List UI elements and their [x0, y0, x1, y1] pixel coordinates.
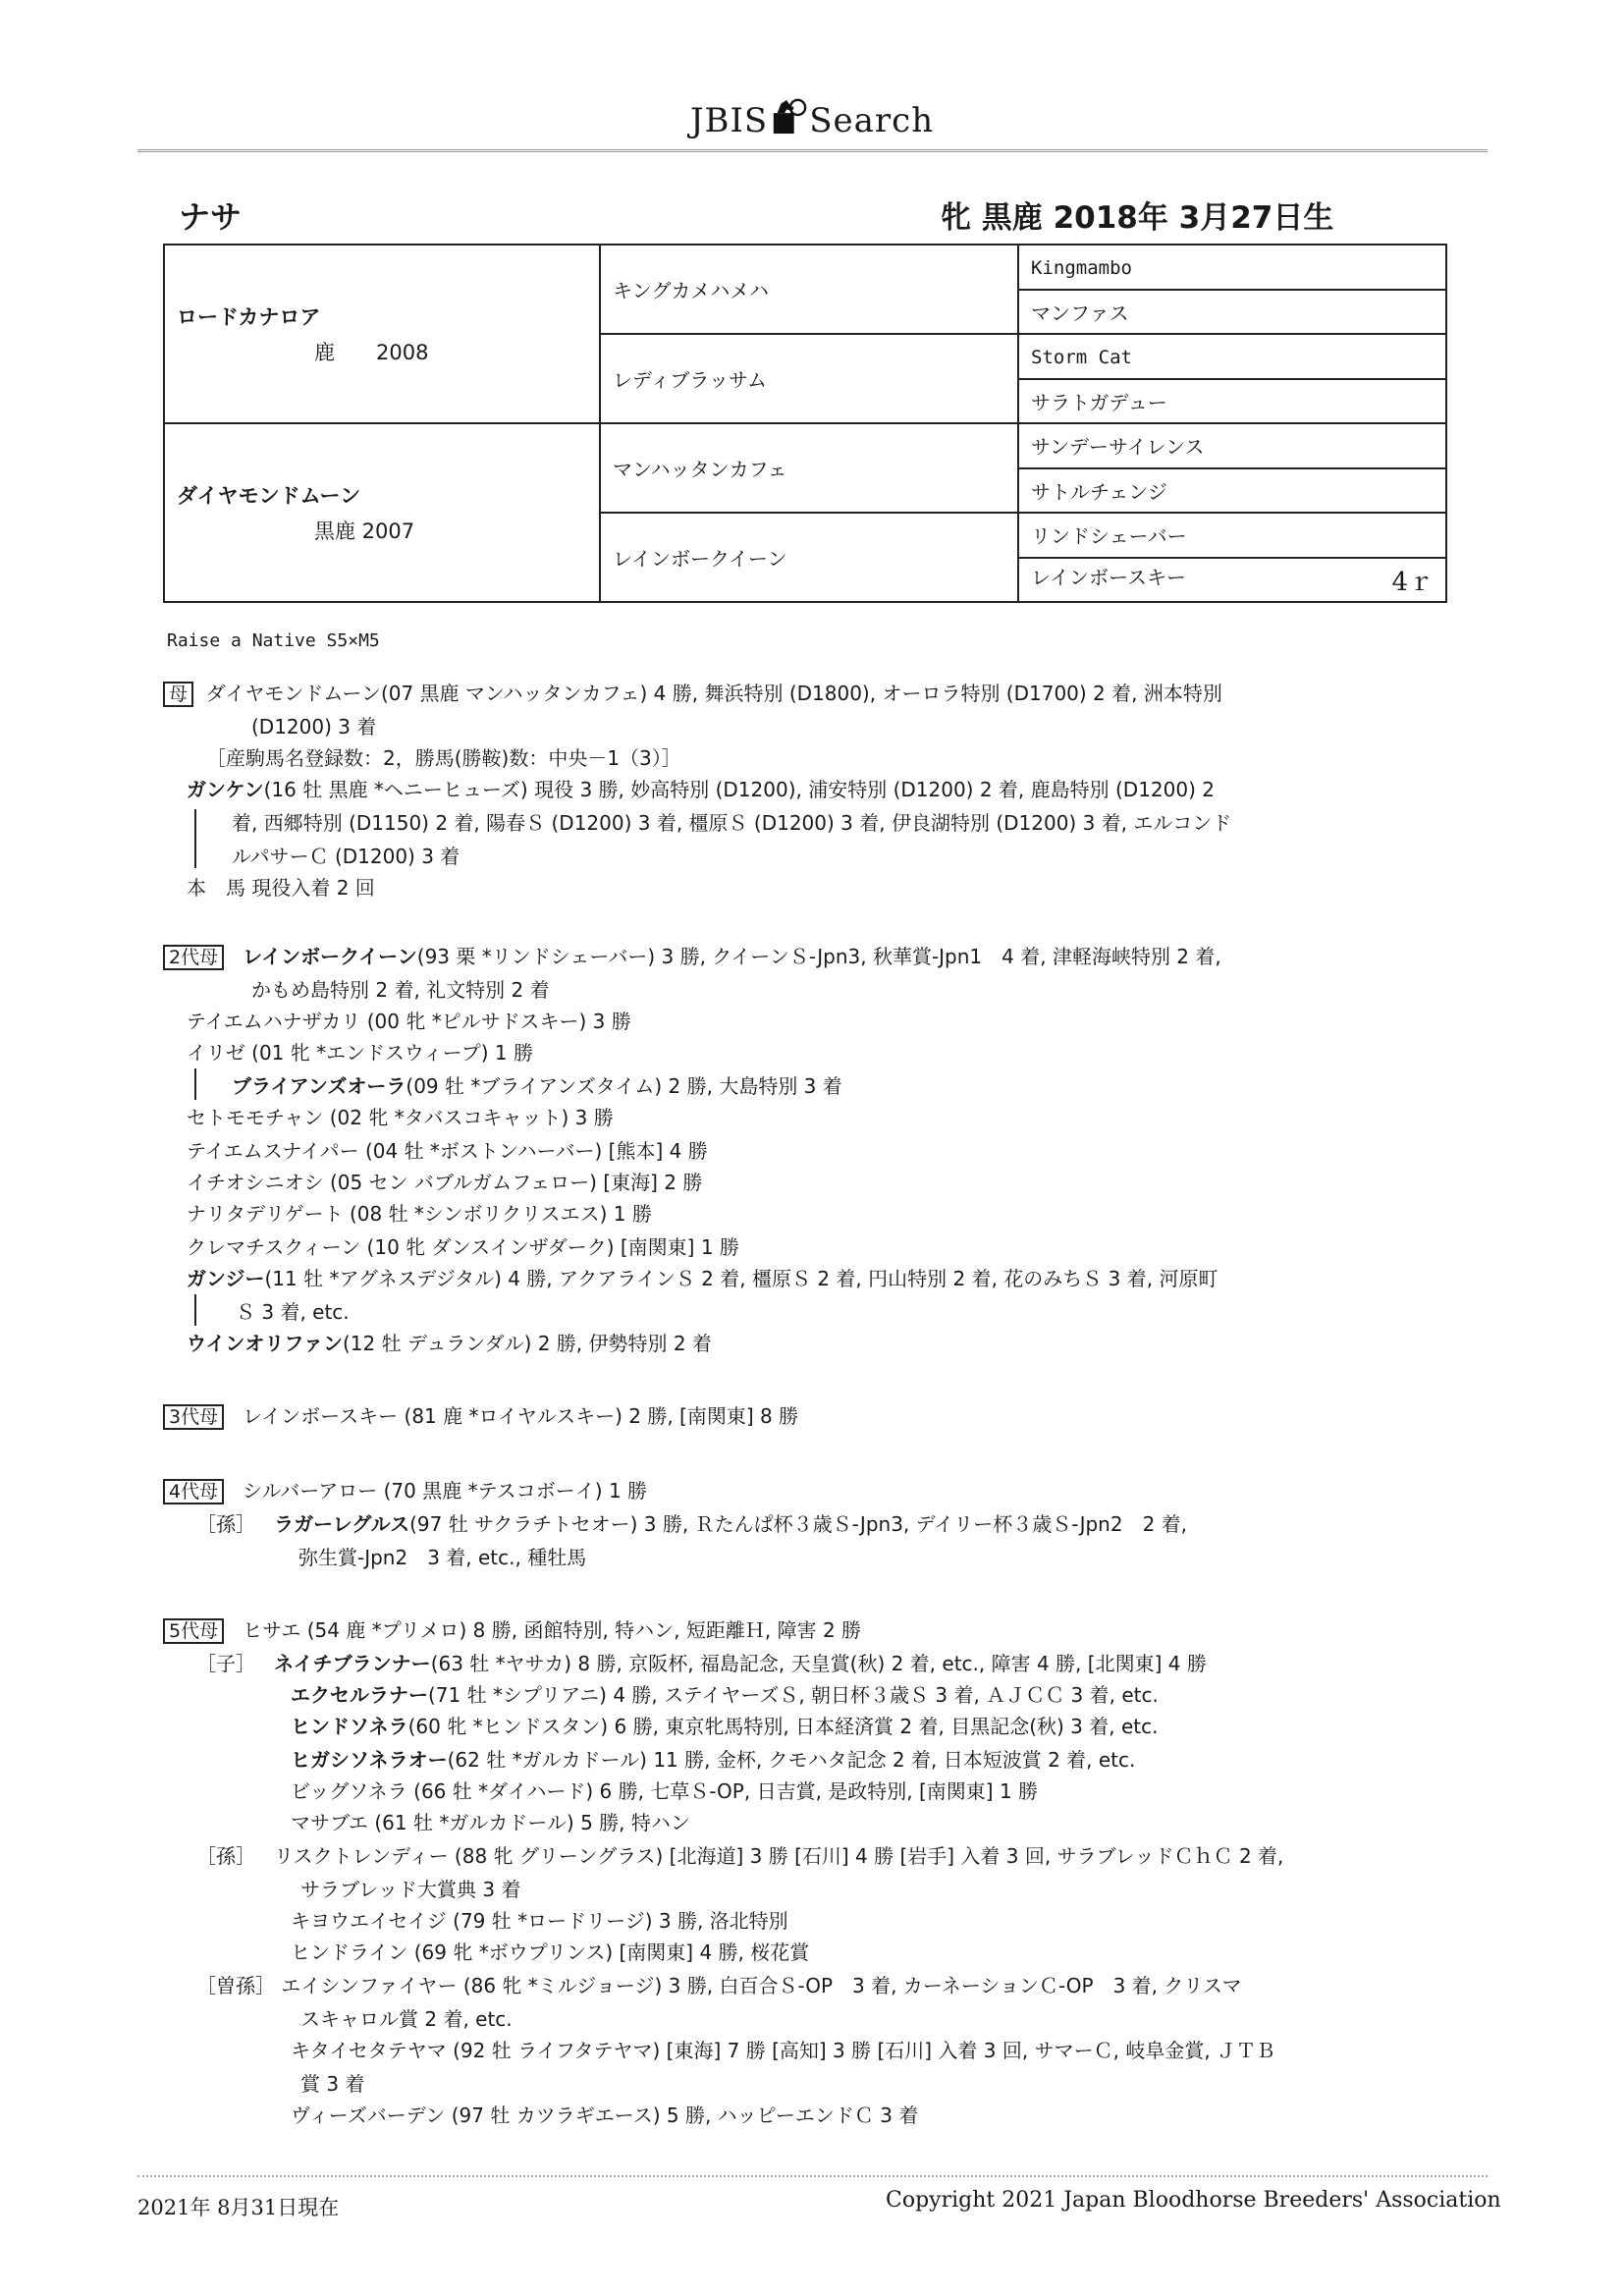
g5-c2-rest: (71 牡 *シプリアニ) 4 勝, ステイヤーズＳ, 朝日杯３歳Ｓ 3 着, ＡＪＣＣ 3 着, etc. [428, 1683, 1159, 1707]
horse-sex-color-birthdate: 牝 黒鹿 2018年 3月27日生 [941, 200, 1334, 236]
g5-g1: リスクトレンディー (88 牝 グリーングラス) [北海道] 3 勝 [石川] 4 勝 [岩手] 入着 3 回, サラブレッドＣｈＣ 2 着, [274, 1844, 1284, 1868]
copyright-notice: Copyright 2021 Japan Bloodhorse Breeders' Association [886, 2188, 1501, 2213]
g3-6: サトルチェンジ [1018, 468, 1446, 514]
dam-p1-name: ガンケン [187, 778, 264, 801]
g5-child-label: ［子］ [196, 1652, 255, 1675]
dam-line1-rest: (07 黒鹿 マンハッタンカフェ) 4 勝, 舞浜特別 (D1800), オーロラ特別 (D1700) 2 着, 洲本特別 [380, 682, 1222, 705]
g2-label: 2代母 [163, 945, 224, 970]
g3-2: マンファス [1018, 290, 1446, 335]
g2-p2a-name: ブライアンズオーラ [232, 1074, 406, 1098]
g3-5: サンデーサイレンス [1018, 423, 1446, 468]
granddam-1: レディブラッサム [600, 334, 1018, 423]
g4-g1-name: ラガーレグルス [274, 1512, 410, 1536]
sire-name: ロードカナロア [177, 305, 321, 329]
tree-bar [194, 1068, 196, 1100]
g5-child-6: マサブエ (61 牡 *ガルカドール) 5 勝, 特ハン [291, 1811, 690, 1834]
jbis-search-logo [0, 96, 1624, 140]
dam-label: 母 [163, 682, 193, 707]
g2-line1-rest: (93 栗 *リンドシェーバー) 3 勝, クイーンＳ-Jpn3, 秋華賞-Jpn1 4 着, 津軽海峡特別 2 着, [416, 945, 1221, 968]
g3-8 [1018, 558, 1446, 603]
g5-child-4 [291, 1748, 1135, 1772]
g2-progeny-8 [187, 1267, 1218, 1290]
logo-text-right: Search [809, 101, 935, 140]
g2-progeny-2: イリゼ (01 牝 *エンドスウィープ) 1 勝 [187, 1041, 533, 1065]
g4-grandchild-1-line-2: 弥生賞-Jpn2 3 着, etc., 種牡馬 [298, 1546, 587, 1569]
g5-child-3 [291, 1715, 1158, 1738]
sire-detail: 鹿 2008 [314, 341, 429, 364]
g5-grand-label: ［孫］ [196, 1844, 255, 1868]
dam-name: ダイヤモンドムーン [177, 484, 361, 508]
tree-bar [194, 809, 196, 868]
header-rule [137, 149, 1488, 152]
g5-c2-name: エクセルラナー [291, 1683, 428, 1707]
g5-child-2 [291, 1683, 1159, 1707]
g3-3: Storm Cat [1018, 334, 1446, 379]
grandsire-1: キングカメハメハ [600, 245, 1018, 334]
dam-progeny-1-line-3: ルパサーＣ (D1200) 3 着 [232, 845, 460, 868]
g2-p9-name: ウインオリファン [187, 1332, 343, 1355]
g3-8-name: レインボースキー [1031, 565, 1186, 589]
footer-rule [137, 2175, 1488, 2177]
g4-label: 4代母 [163, 1479, 224, 1504]
g2-progeny-8-line-2: Ｓ 3 着, etc. [236, 1300, 350, 1324]
g2-progeny-6: ナリタデリゲート (08 牡 *シンボリクリスエス) 1 勝 [187, 1202, 652, 1226]
g5-gg1: エイシンファイヤー (86 牝 *ミルジョージ) 3 勝, 白百合Ｓ-OP 3 着, カーネーションＣ-OP 3 着, クリスマ [281, 1974, 1242, 1997]
g5-child-5: ビッグソネラ (66 牡 *ダイハード) 6 勝, 七草Ｓ-OP, 日吉賞, 是政特別, [南関東] 1 勝 [291, 1779, 1039, 1803]
horse-magnifier-icon [770, 96, 807, 136]
g3-label: 3代母 [163, 1404, 224, 1430]
g4-grand-label: ［孫］ [196, 1512, 255, 1536]
g2-progeny-1: テイエムハナザカリ (00 牝 *ピルサドスキー) 3 勝 [187, 1010, 631, 1033]
g5-line: ヒサエ (54 鹿 *プリメロ) 8 勝, 函館特別, 特ハン, 短距離Ｈ, 障害 2 勝 [243, 1618, 862, 1642]
grandsire-2: マンハッタンカフェ [600, 423, 1018, 513]
g5-great-grandchild-2-line-2: 賞 3 着 [300, 2072, 365, 2096]
dam-line1-name: ダイヤモンドムーン [205, 682, 381, 705]
g5-grandchild-2: キヨウエイセイジ (79 牡 *ロードリージ) 3 勝, 洛北特別 [291, 1909, 788, 1933]
g4-g1-rest: (97 牡 サクラチトセオー) 3 勝, Ｒたんぱ杯３歳Ｓ-Jpn3, デイリー杯３歳Ｓ-Jpn2 2 着, [409, 1512, 1188, 1536]
g3-7: リンドシェーバー [1018, 513, 1446, 558]
as-of-date: 2021年 8月31日現在 [137, 2196, 340, 2219]
pedigree-table [163, 244, 1447, 603]
g5-grandchild-3: ヒンドライン (69 牝 *ボウプリンス) [南関東] 4 勝, 桜花賞 [291, 1941, 810, 1964]
g4-grandchild-1 [196, 1512, 1187, 1536]
g5-great-grandchild-2: キタイセタテヤマ (92 牡 ライフタテヤマ) [東海] 7 勝 [高知] 3 勝 [石川] 入着 3 回, サマーＣ, 岐阜金賞, ＪＴＢ [291, 2039, 1276, 2062]
dam-progeny-2: 本 馬 現役入着 2 回 [187, 876, 375, 900]
g5-great-grandchild-3: ヴィーズバーデン (97 牡 カツラギエース) 5 勝, ハッピーエンドＣ 3 着 [291, 2104, 919, 2127]
g5-label: 5代母 [163, 1618, 224, 1644]
logo-text-left: JBIS [689, 101, 769, 140]
g5-great-grandchild-1 [196, 1974, 1242, 1997]
g3-1: Kingmambo [1018, 245, 1446, 290]
g2-section-line-2: かもめ島特別 2 着, 礼文特別 2 着 [251, 978, 550, 1002]
g5-great-label: ［曽孫］ [196, 1974, 275, 1997]
family-number: 4ｒ [1391, 567, 1434, 597]
g2-progeny-4: テイエムスナイパー (04 牡 *ボストンハーバー) [熊本] 4 勝 [187, 1139, 708, 1163]
g3-4: サラトガデュー [1018, 379, 1446, 424]
horse-name: ナサ [179, 198, 243, 236]
g5-section-line [163, 1618, 861, 1644]
dam-progeny-1-line-2: 着, 西郷特別 (D1150) 2 着, 陽春Ｓ (D1200) 3 着, 橿原Ｓ (D1200) 3 着, 伊良湖特別 (D1200) 3 着, エルコンド [232, 811, 1232, 835]
g4-section-line [163, 1479, 647, 1504]
g4-line: シルバーアロー (70 黒鹿 *テスコボーイ) 1 勝 [243, 1479, 648, 1503]
g5-c4-rest: (62 牡 *ガルカドール) 11 勝, 金杯, クモハタ記念 2 着, 日本短波賞 2 着, etc. [447, 1748, 1136, 1772]
g5-c1-rest: (63 牡 *ヤサカ) 8 勝, 京阪杯, 福島記念, 天皇賞(秋) 2 着, etc., 障害 4 勝, [北関東] 4 勝 [430, 1652, 1207, 1675]
dam-section-line-1 [163, 682, 1222, 707]
dam-progeny-summary: ［産駒馬名登録数：2，勝馬(勝鞍)数：中央－1（3）］ [206, 746, 681, 770]
g2-line1-name: レインボークイーン [243, 945, 417, 968]
dam-cell [164, 423, 600, 602]
g3-section-line [163, 1404, 798, 1430]
g2-progeny-7: クレマチスクィーン (10 牝 ダンスインザダーク) [南関東] 1 勝 [187, 1235, 739, 1259]
granddam-2: レインボークイーン [600, 513, 1018, 602]
dam-section-line-2: (D1200) 3 着 [251, 715, 377, 738]
g5-grandchild-1-line-2: サラブレッド大賞典 3 着 [300, 1878, 521, 1901]
g2-progeny-2a [232, 1074, 842, 1098]
dam-p1-rest: (16 牡 黒鹿 *ヘニーヒューズ) 現役 3 勝, 妙高特別 (D1200), 浦安特別 (D1200) 2 着, 鹿島特別 (D1200) 2 [263, 778, 1215, 801]
g2-progeny-3: セトモモチャン (02 牝 *タバスコキャット) 3 勝 [187, 1106, 614, 1129]
dam-detail: 黒鹿 2007 [314, 519, 415, 543]
g5-grandchild-1 [196, 1844, 1283, 1868]
g2-progeny-9 [187, 1332, 712, 1355]
dam-progeny-1 [187, 778, 1215, 801]
g2-section-line-1 [163, 945, 1221, 970]
g2-p8-rest: (11 牡 *アグネスデジタル) 4 勝, アクアラインＳ 2 着, 橿原Ｓ 2 着, 円山特別 2 着, 花のみちＳ 3 着, 河原町 [264, 1267, 1218, 1290]
g2-progeny-5: イチオシニオシ (05 セン バブルガムフェロー) [東海] 2 勝 [187, 1171, 703, 1194]
g5-c3-rest: (60 牝 *ヒンドスタン) 6 勝, 東京牝馬特別, 日本経済賞 2 着, 目黒記念(秋) 3 着, etc. [407, 1715, 1159, 1738]
g5-c4-name: ヒガシソネラオー [291, 1748, 448, 1772]
g2-p8-name: ガンジー [187, 1267, 265, 1290]
inbreeding-note: Raise a Native S5×M5 [167, 630, 380, 651]
g5-c1-name: ネイチブランナー [274, 1652, 431, 1675]
g2-p9-rest: (12 牡 デュランダル) 2 勝, 伊勢特別 2 着 [343, 1332, 712, 1355]
g5-great-grandchild-1-line-2: スキャロル賞 2 着, etc. [300, 2007, 513, 2031]
sire-cell [164, 245, 600, 423]
g5-child-1 [196, 1652, 1207, 1675]
g3-line: レインボースキー (81 鹿 *ロイヤルスキー) 2 勝, [南関東] 8 勝 [243, 1404, 799, 1428]
g5-c3-name: ヒンドソネラ [291, 1715, 408, 1738]
g2-p2a-rest: (09 牡 *ブライアンズタイム) 2 勝, 大島特別 3 着 [406, 1074, 842, 1098]
tree-bar [194, 1294, 196, 1326]
